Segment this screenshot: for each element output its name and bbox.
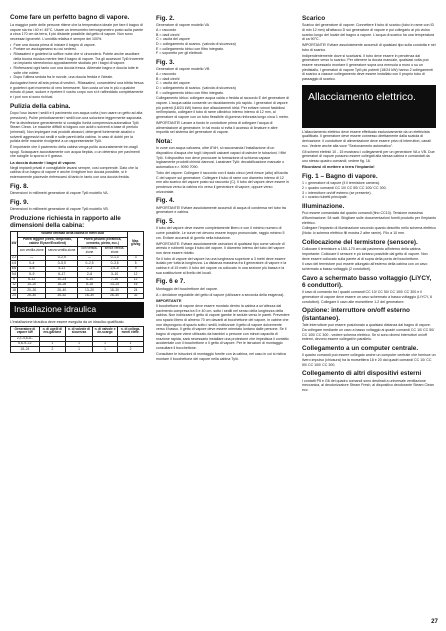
fig8-title: Fig. 8.	[10, 182, 29, 190]
fig4-caption: IMPORTANTE! Evitare assolutamente accumuli di acqua di condensa nel tubo tra generatore e cabina.	[156, 205, 286, 215]
fig6-paragraph: Il bocchettone di vapore deve essere montato dentro la cabina a un'altezza dal pavimento compresa tra 5 e 40 cm. sotto i sedili nel senso della lunghezza della cabina. Non indirizzare il getto di vapore gambe le sedute verso le pareti. Prevedere uno spazio libero di almeno 70 cm davanti al bocchettone del vapore, in cabine che non dispongono di spazio sotto i sedili, indirizzare il getto di vapore dolcemente verso il basso. Il getto di vapore deve essere orientato lontano dalle persone. Se il bagno di vapore viene utilizzato da bambini o persone con minori capacità di reazione rapida, sarà necessario installare una protezione che impedisca il contatto accidentale con il bocchettone o il getto di vapore. Per le istruzioni di montaggio consultare il bocchettone.	[156, 304, 290, 351]
section-title-cleaning: Pulizia della cabina.	[10, 102, 71, 110]
table-cell: 7–16	[101, 277, 127, 282]
table-cell: 3–6	[17, 266, 46, 271]
section-title-perfect-bath: Come fare un perfetto bagno di vapore.	[10, 14, 130, 21]
legend-item: C = uscita del vapore	[156, 37, 190, 42]
tip-item: • Dopo l'ultima seduta fra le nuvole, una doccia fredda e l'ideale.	[10, 75, 144, 80]
table-header: Pareti leggere (vetro, temperato, cabine Elysee/Excellent)	[17, 237, 77, 246]
table-header: n. di valvole di sicurezza	[65, 327, 92, 336]
table-cell: 0–4	[17, 261, 46, 266]
table-header: Pareti pesanti (ceramica, cemento, pietra, ecc.)	[78, 237, 128, 246]
legend-item: D = collegamento di scarico. (valvola di sicurezza)	[156, 86, 236, 91]
water-connection-paragraph: Collegamento idrico: collegare acqua calda o fredda al raccordo E del generatore di vapore. L'acqua calda consente un riscaldamento più rapido. I generatori di vapore più potenti (18/24 kW) hanno due allacciamenti idrici. Per evitare rumori fastidiosi nell'impianto, collegare il tubo di rame cilindrico interno interno di 12 mm, al generatore di vapore con un tubo flessibile di gomma rinforzata lungo circa 1 metro.	[156, 96, 290, 120]
table-cell: 8–12	[17, 277, 46, 282]
column-left	[10, 12, 144, 355]
legend-item: 3 = interruttore on/off esterno (se presente).	[302, 190, 372, 195]
table-cell: 3	[128, 255, 144, 260]
connections-table	[10, 326, 144, 352]
table-subheader: senza ventila-zione	[101, 246, 127, 255]
table-cell: 24	[128, 288, 144, 293]
fig8-caption: Dimensioni in millimetri generatore di vapore Tylö modello VA.	[10, 191, 109, 196]
table-header: Generatore di vapore kW	[11, 327, 40, 336]
production-table	[10, 231, 144, 299]
fig6-warning-label: IMPORTANTE	[156, 297, 182, 303]
table-cell: 13–24	[101, 283, 127, 288]
legend-item: B = dadi ciechi	[156, 76, 180, 81]
section-title-other-devices: Collegamento di altri dispositivi esterni	[302, 370, 422, 378]
table-cell: 4,5	[11, 260, 17, 265]
table-cell: 9,6	[11, 271, 17, 276]
table-cell: 16–30	[78, 293, 102, 298]
table-subheader: con ventila-zione	[78, 246, 102, 255]
legend-item: E = collegamento idrico con filtro integrato.	[156, 90, 225, 95]
page-number: 27	[431, 618, 438, 625]
table-cell: 2–3	[78, 266, 102, 271]
table-cell: 32	[128, 293, 144, 298]
table-cell: 12	[12, 282, 16, 287]
table-cell: 35–52	[46, 293, 78, 298]
banner-plumbing: Installazione idraulica	[10, 302, 144, 318]
legend-item: 4 = scarico tubetti principale.	[302, 195, 348, 200]
other-devices-paragraph: I contatti P5 e G6 del quadro comandi sono destinati a universale ventilazione meccanica, al deodorizzatore Steam Fresh, al dispositivo deodorante Steam Clean ecc.	[302, 378, 434, 392]
fig4-title: Fig. 4.	[156, 197, 175, 205]
drain-paragraph: Indipendentemente dove si scaricarsi. Il tubo deve essere in pendenza dal generatore verso lo scarico. Per ottenere la doccia manuale, qualsiasi volta può essere necessario montare il generatore sopra una mensola a muro o su un piedistallo. I generatori di vapore Tylö più potenti (18/24 kW) hanno 2 collegamenti di scarico a ciascun collegamento deve essere installato con il proprio tubo di passaggio di scarico.	[302, 53, 433, 82]
table-cell: 1	[92, 347, 117, 352]
tips-list	[10, 43, 144, 80]
fig6-paragraph: Consultare le istruzioni di montaggio fornite con la cabina, nel caso in cui si ristiva montare il bocchettone del vapore nella cabina Tylö.	[156, 351, 286, 361]
table-cell: 2	[118, 347, 144, 352]
table-cell: 9	[11, 277, 18, 282]
lighting-paragraph: Può essere comandata dal quadro comandi (fino CC10). Tensione massima d'illuminazione: 54 watt. Sfogliare sulle documentazioni forniti produtto per l'impianto elettrico.	[302, 211, 437, 225]
legend-item: 1 = generatore di vapore (Il il termistore camera).	[302, 181, 380, 186]
table-cell: 10–23	[46, 277, 78, 282]
fig1-legend	[302, 181, 436, 200]
legend-item: B = dadi ciechi	[156, 32, 180, 37]
subtitle-shower: La doccia durante i bagni di vapore.	[10, 159, 77, 165]
fig1-title: Fig. 1 – Bagno di vapore.	[302, 172, 378, 180]
section-title-lighting: Illuminazione.	[302, 202, 345, 210]
column-middle	[156, 12, 290, 362]
table-cell: 0–1,3	[101, 255, 127, 260]
fig5-caption: Il tubo del vapore deve essere completamente libero e con il minimo numero di curve possibile. Le curve nei devono essere troppo pronunciate, raggio minimo 5 cm. Evitare accumuli di gomito nella tubazione.	[156, 226, 285, 240]
table-cell: 0–3,5	[101, 261, 127, 266]
table-cell: 18	[12, 287, 16, 292]
table-cell: 1	[92, 342, 117, 347]
shower-paragraph: Negli impianti privati è consigliabile lavarsi sempre, così comprende. Dato che la cabina di un bagno di vapore è anche il migliore box doccia possibile, si è esternamente piacevole rinfrescarsi di tanto in tanto con una doccia fredda.	[10, 165, 138, 180]
table-cell: 2	[39, 347, 65, 352]
note-paragraph: In zone con acqua calcarea, oltre 8°dH, si raccomanda l'installazione di un dispositivo d'acqua che togli i depositi calcarei capaci di ostruire le tubazioni. I filtri Tylö. Il dispositivo non deve provocare la formazione di schiuma capace logicamente prodotti chimici dannosi. Lassinare Tylö: decalcificazione manuale o automatica e.r. 9090 7090.	[156, 146, 287, 170]
fig2-title: Fig. 2.	[156, 15, 175, 22]
section-title-cable: Cavo a schermato basso voltaggio (LiYCY, 6 conduttori).	[302, 274, 432, 290]
legend-item: A = raccordo	[156, 28, 177, 33]
legend-item: D = collegamento di scarico. (valvola di sicurezza)	[156, 42, 236, 47]
section-title-sensor: Collocazione del termistore (sensore).	[302, 238, 418, 246]
steam-pipe-paragraph: Tubo del vapore: Collegare il raccordo con il dado cieco (vedi riesce (alto) all'uscita C del vapore sul generatore. Collegare il tubo di rame con diametro interno di 12 mm allo scarico del vapore posto sul raccordo (C). Il tubo del vapore deve essere in pendenza verso la cabina e/o verso il generatore di vapore, oppure verso orizzontale.	[156, 170, 290, 194]
table-cell: 1	[39, 342, 65, 347]
tip-item: • Rilassatevi e godetevi la soffice nube che vi circonderà. Potete anche ascoltare della buona musica mentre fate il bagno di vapore. Tra gli accessori Tylö troverete un impianto stereofonico appositamente studiato per i bagni di vapore.	[10, 52, 144, 66]
plumbing-paragraph: L'installazione idraulica deve essere eseguita da un idraulico qualificato.	[10, 320, 125, 325]
tip-item: • Fare una doccia prima di iniziare il bagno di vapore.	[10, 43, 144, 48]
fig6-caption: Montaggio del bocchettone del vapore.	[156, 286, 218, 291]
sensor-paragraph: Il cavo del termistore può essere allungato all'esterno della cabina con un cavo schermato a basso voltaggio (2 conduttori).	[302, 262, 428, 272]
legend-item: 2 = quadro comandi CC 10/ CC 50/ CC 100/ CC 300.	[302, 185, 387, 190]
table-cell: 20–30	[17, 288, 46, 293]
computer-paragraph: Il quadro comandi può essere collegato anche un computer centrale che fornisce un livero impulso (chiusura) ha la morsettiera 18 e 20 dai quadri comandi CC 10/ CC 50/ CC 100/ CC 300.	[302, 353, 436, 367]
table-cell: —	[78, 255, 102, 260]
table-row	[11, 293, 144, 298]
table-header: Max. g/h/kg	[128, 232, 144, 256]
table-row	[11, 347, 144, 352]
table-cell: 0–2,5	[46, 255, 78, 260]
section-title-option-switch: Opzione: interruttore on/off esterno (istantaneo).	[302, 307, 410, 322]
option-switch-paragraph: Tale interruttore può essere posizionato a qualsiasi distanza dal bagno di vapore. Da collegare mediante un cavo a basso voltaggio ai quadri comandi CC 10/ CC 50/ CC 100/ CC 300 - vedere schema elettrico. Se si sono diversi interruttori on/off esterni, devono essere collegati in parallelo.	[302, 323, 435, 342]
table-cell: 26–40	[17, 293, 46, 298]
table-cell: 3–10	[101, 272, 127, 277]
legend-item: E = collegamento idrico con filtro integrato.	[156, 46, 225, 51]
table-cell: 6,6–9–12	[11, 342, 40, 347]
legend-item: A = raccordo	[156, 72, 177, 77]
table-cell: 16	[128, 283, 144, 288]
table-header: kW	[11, 232, 18, 256]
table-cell: 4–11	[46, 266, 78, 271]
table-subheader: senza ventila-zione	[46, 246, 78, 255]
water-warning: IMPORTANTE! Lavare a fondo le condutture prima di collegare l'acqua di alimentazione al generatore. In tal modo si evita il accesso di limature e altre impurità nel sistema del generatore di vapore.	[156, 121, 278, 135]
intro-paragraph: La maggior parte delle persone ritiene che la temperatura ideale per fare il bagno di vapore sia tra i 40 e i 45°C. Usare un termometro termoigrometro posto sulla parete a circa 170 cm da terra, il più distante possibile dal getto di vapore. Non sono necessari igrometri. L'umidità relativa è sempre del 100%.	[10, 22, 144, 41]
cleaning-paragraph: Dopo l'uso lavare i sedili e il pavimento con acqua corta (non usare un getto ad alta pressione). Pulire periodicamente i sedili con una soluzione leggermente saponata. Per la disinfezione generalmente si consiglia l'unità comprensiva automatica Tylö Steam Clean. Le macchie difficili si tolgono con acidi o solventi a base di pentolo (minerali). Non impiegare mai prodotti abrasivi, detergenti fortemente alcalini o solventi aggressivi sui sedili e sulle pareti della cabina. In caso di dubbi per la pulizia delle macchie rivolgetevi a un rappresentante Tylö.	[10, 111, 143, 144]
grounding-title: Ricordarsi di mettere a terra l'impianto!	[302, 164, 375, 170]
table-cell: 0–5,5	[46, 261, 78, 266]
table-cell: 2,2	[11, 255, 17, 260]
section-title-computer: Collegamento a un computer centrale.	[302, 344, 419, 352]
table-cell: 1	[65, 342, 92, 347]
table-cell: 6–17	[46, 272, 78, 277]
electrical-paragraph: L'allacciamento elettrico deve essere effettuato esclusivamente da un elettricista qualificato. Il generatore deve essere connesso direttamente dalla scatola di derivazione. Il conduttore di alimentazione deve essere privo di interruttori, canali ecc. Vedere anche alla voce "Sezionamento automatico".	[302, 129, 431, 148]
banner-electrical: Allacciamento elettrico.	[302, 85, 436, 128]
fig6-title: Fig. 6 e 7.	[156, 278, 186, 286]
table-cell: 6,6	[11, 266, 17, 271]
table-cell: 12	[128, 277, 144, 282]
table-cell: 5	[128, 261, 144, 266]
fig9-title: Fig. 9.	[10, 198, 29, 206]
legend-item: Generatore di vapore modello VB	[156, 67, 210, 72]
table-cell: 2–6	[78, 272, 102, 277]
table-cell: 18–30	[101, 288, 127, 293]
tip-item: • Rinfrescarsi ogni tanto con una doccia fresca. Alternate bagno e doccia tutte le volte che volete.	[10, 66, 144, 75]
table-cell: 1	[65, 347, 92, 352]
column-right	[302, 12, 436, 394]
section-title-production: Produzione richiesta in rapporto alle dimensioni della cabina:	[10, 214, 121, 230]
table-header: n. di collega-menti elettr.	[118, 327, 144, 336]
table-cell: 5–9	[17, 272, 46, 277]
drain-warning: IMPORTANTE! Evitare assolutamente accumuli di qualsiasi tipo sulla condotta e nel tubo di scarico.	[302, 43, 436, 52]
drain-paragraph: Scarico del generatore di vapore: Connettere il tubo di scarico (tubo in rame con ID di min 12 mm) all'attacco D sul generatore di vapore e poi collegarlo al più vicino scarico lungo del locale del bagno a vapore. L'acqua di scarico ha una temperatura di ca 90°C.	[302, 23, 435, 42]
note-title: Nota:	[156, 138, 173, 146]
table-cell: 26–40	[46, 288, 78, 293]
tip-item: • Portare un asciugamano su cui sedersi.	[10, 47, 144, 52]
table-cell: 14–20	[17, 283, 46, 288]
table-cell: 0–2,5	[78, 261, 102, 266]
legend-item: Generatore di vapore modello VA	[156, 23, 210, 28]
table-subheader: con ventila-zione	[17, 246, 46, 255]
table-cell: 26–40	[101, 293, 127, 298]
table-cell: —	[17, 255, 46, 260]
table-header: n. di valvole e de-scargo	[92, 327, 117, 336]
fig5-warning: IMPORTANTE: Evitare assolutamente ostruzioni di qualsiasi tipo come valvole di arresto e rubinetti lungo il tubo del vapore. Il diametro interno del tubo del vapore non deve essere ridotto.	[156, 241, 285, 255]
table-cell: 2,5–8	[101, 266, 127, 271]
table-cell: 2,2–4,5–6–	[11, 336, 40, 341]
cleaning-paragraph: È importante che il pavimento della cabina venga pulito accuratamente tre-magli spugi. Sciacquare accuratamente con acqua tiepida, o un detersivo per pavimenti che scioglie lo sporco e il grasso.	[10, 145, 140, 159]
table-header: n. di ugelli di ero-gazione	[39, 327, 65, 336]
lighting-paragraph: Collegare l'impianto di illuminazione secondo quanto descritto nello schema elettrico (Nota: lo schema elettrico fili mostra 2 altre ramie). Filo a 10 mm.	[302, 226, 436, 236]
fig3-legend	[156, 67, 290, 95]
fig2-legend	[156, 23, 290, 56]
fig5-title: Fig. 5.	[156, 217, 175, 225]
table-cell: 4–10	[78, 277, 102, 282]
cable-paragraph: Il cavo di comando tra i quadri comandi CC 10/ CC 50/ CC 100/ CC 300 e il generatore di vapore deve essere un cavo schermato a basso voltaggio (LiYCY, 6 conduttori). Collegare il cavo alle morsettiere 1-2 del generatore.	[302, 290, 432, 304]
fig5-paragraph: Se il tubo di vapore del vapore ha una lunghezza superiore a 3 metri deve essere isolato per tutta la lunghezza. La distanza massima fra il generatore di vapore e la cabina è di 15 metri. Il tubo del vapore va collocato in una sezione più bassa e la sua sostituzione al livello dei locali.	[156, 256, 287, 275]
table-cell: 24	[12, 293, 16, 298]
fig9-caption: Dimensioni in millimetri generatore di vapore Tylö modello VB.	[10, 207, 109, 212]
table-cell: 18–28	[46, 283, 78, 288]
table-cell: 1	[118, 342, 144, 347]
fig3-title: Fig. 3.	[156, 59, 175, 67]
sensor-paragraph: Collocare il termistore a 150–170 cm dal pavimento all'interno della cabina. Importante: Collocare il sensore e pù lontano possibile dal getto di vapore. Non deve essere collocato sulla parete al di sopra della porta del bocchettone.	[302, 247, 428, 261]
after-paragraph: Asciugatevi bene all'aria prima di vestirvi.. Rilassatevi, concedetevi una bibita fresca e godetevi quel momento di vero benessere. Non costa un'ora in più o qualche minuto di pace, sudore e ripetere il vostro corpo non si è raffreddato completamente e i pori non si sono richiusi.	[10, 81, 144, 100]
table-cell: 12	[128, 272, 144, 277]
section-title-drain: Scarico	[302, 15, 326, 22]
table-cell: 9	[128, 266, 144, 271]
table-header: Volume litri/Max della cabina in metri cubi	[17, 232, 127, 237]
legend-item: C = uscita del vapore	[156, 81, 190, 86]
table-cell: 18–24	[11, 347, 40, 352]
electrical-note: Gli schemi elettrici 10 - 15 mostrano i collegamenti per un generatore VA o VB. Due generatori di vapore possono essere collegati alla stessa cabina e comandati da uno stesso quadro comandi; vedere fig. 16.	[302, 149, 435, 164]
table-cell: 13–20	[78, 288, 102, 293]
table-cell: 8–16	[78, 283, 102, 288]
fig6-legend: A = deviatore regolabile del getto di vapore (utilizzare a seconda della esigenza).	[156, 292, 285, 297]
legend-item: F = soporetto per gli elettrodi.	[156, 51, 203, 56]
